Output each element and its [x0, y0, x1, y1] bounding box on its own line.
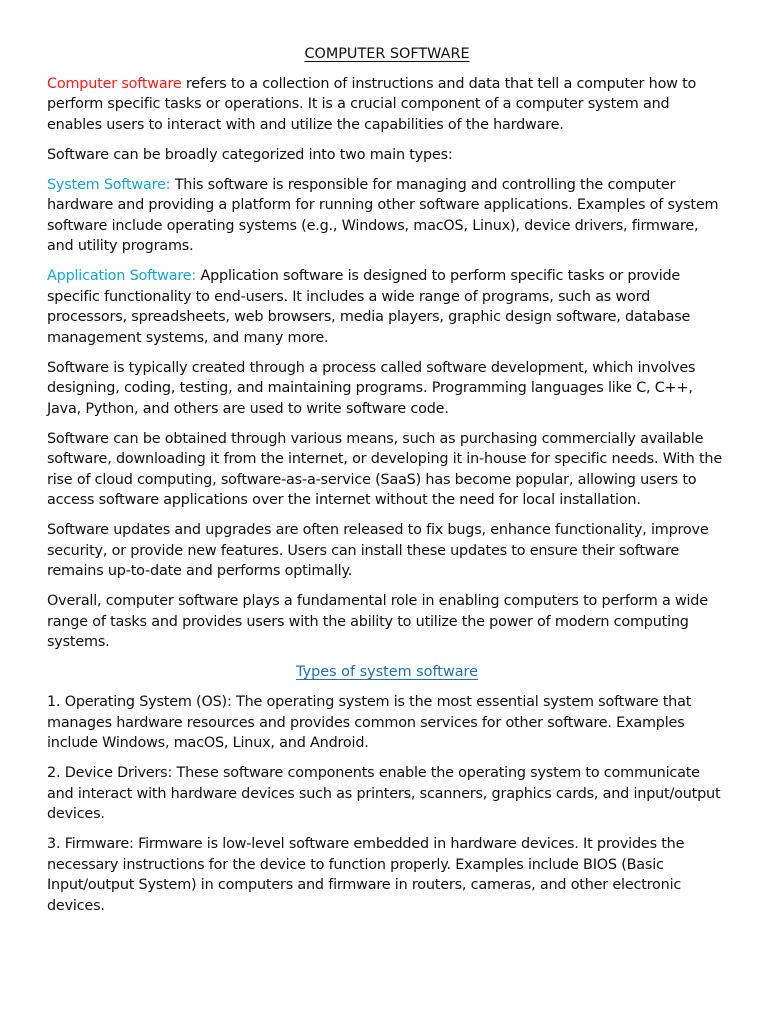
system-software-paragraph: [47, 175, 727, 257]
application-software-paragraph: [47, 266, 727, 348]
system-software-text: This software is responsible for managing and controlling the computer hardware and providing a platform for running other software applications. Examples of system software include operating systems (e.g., Windows, macOS, Linux), device drivers, firmware, and utility programs.: [47, 176, 719, 254]
section-heading: Types of system software: [296, 664, 478, 680]
overall-paragraph: Overall, computer software plays a fundamental role in enabling computers to perform a wide range of tasks and provides users with the ability to utilize the power of modern computing systems.: [47, 593, 708, 650]
system-software-term: System Software:: [47, 176, 171, 193]
intro-text: refers to a collection of instructions and data that tell a computer how to perform specific tasks or operations. It is a crucial component of a computer system and enables users to interact with and utilize the capabilities of the hardware.: [47, 75, 697, 133]
document-page: [47, 38, 727, 926]
list-item-firmware: 3. Firmware: Firmware is low-level software embedded in hardware devices. It provides the necessary instructions for the device to function properly. Examples include BIOS (Basic Input/output System) in computers and firmware in routers, cameras, and other electronic devices.: [47, 836, 685, 914]
document-title: COMPUTER SOFTWARE: [304, 46, 470, 62]
list-item-operating-system: 1. Operating System (OS): The operating system is the most essential system software that manages hardware resources and provides common services for other software. Examples include Windows, macOS, Linux, and Android.: [47, 694, 692, 751]
intro-paragraph: [47, 74, 727, 136]
updates-paragraph: Software updates and upgrades are often released to fix bugs, enhance functionality, improve security, or provide new features. Users can install these updates to ensure their software remains up-to-date and performs optimally.: [47, 522, 709, 579]
intro-term: Computer software: [47, 75, 182, 92]
application-software-text: Application software is designed to perform specific tasks or provide specific functionality to end-users. It includes a wide range of programs, such as word processors, spreadsheets, web browsers, media players, graphic design software, database management systems, and many more.: [47, 268, 691, 346]
categories-intro: Software can be broadly categorized into two main types:: [47, 146, 453, 163]
list-item-device-drivers: 2. Device Drivers: These software components enable the operating system to communicate and interact with hardware devices such as printers, scanners, graphics cards, and input/output devices.: [47, 765, 721, 822]
development-paragraph: Software is typically created through a process called software development, which involves designing, coding, testing, and maintaining programs. Programming languages like C, C++, Java, Python, and others are used to write software code.: [47, 359, 696, 417]
obtaining-paragraph: Software can be obtained through various means, such as purchasing commercially available software, downloading it from the internet, or developing it in-house for specific needs. With the rise of cloud computing, software-as-a-service (SaaS) has become popular, allowing users to access software applications over the internet without the need for local installation.: [47, 430, 722, 508]
application-software-term: Application Software:: [47, 268, 197, 284]
